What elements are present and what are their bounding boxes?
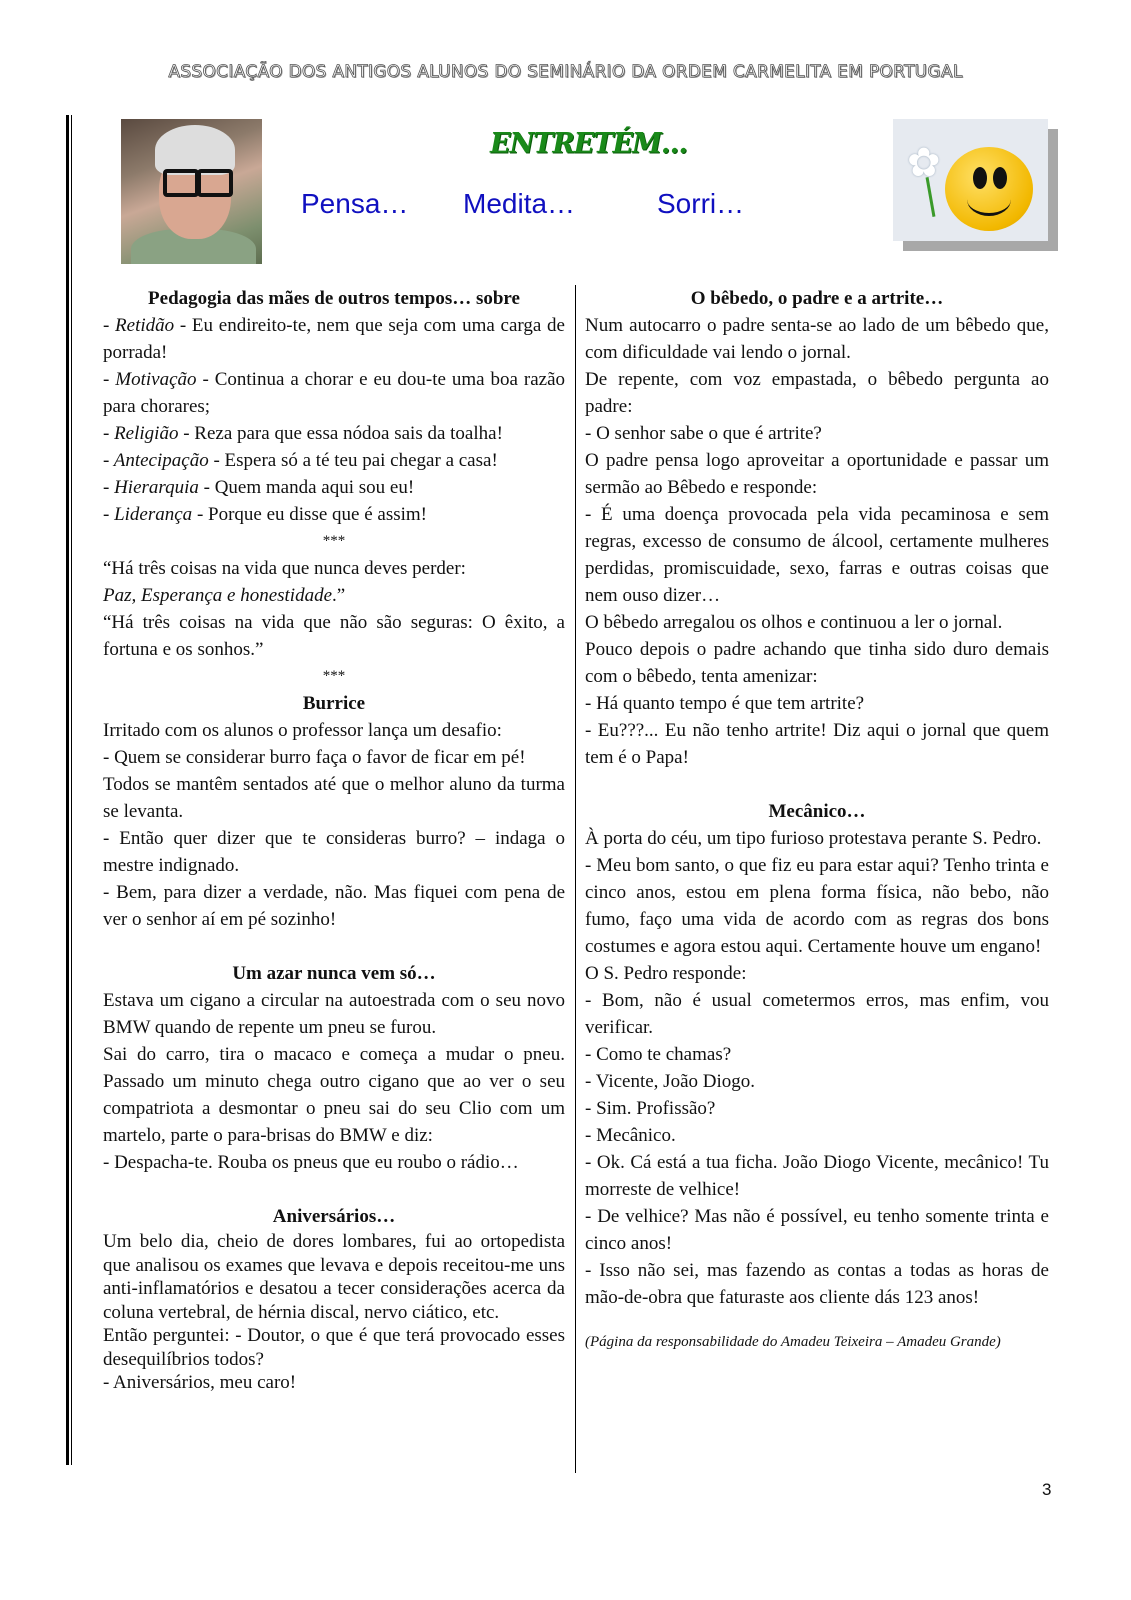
paragraph [585,852,1049,960]
page-credit: (Página da responsabilidade do Amadeu Teixeira – Amadeu Grande) [585,1334,1001,1350]
text: O padre pensa logo aproveitar a oportunidade e passar um sermão ao Bêbedo e responde: [585,450,1049,498]
text: - Ok. Cá está a tua ficha. João Diogo Vicente, mecânico! Tu morreste de velhice! [585,1152,1049,1200]
text: - O senhor sabe o que é artrite? [585,423,822,444]
text: - Espera só a té teu pai chegar a casa! [208,450,498,471]
text: - Eu???... Eu não tenho artrite! Diz aqui o jornal que quem tem é o Papa! [585,720,1049,768]
italic-term: - Hierarquia [103,477,199,498]
text: - Mecânico. [585,1125,676,1146]
paragraph [585,366,1049,420]
text: - Isso não sei, mas fazendo as contas a todas as horas de mão-de-obra que faturaste aos cliente dás 123 anos! [585,1260,1049,1308]
text: - Como te chamas? [585,1044,732,1065]
text: - Despacha-te. Rouba os pneus que eu roubo o rádio… [103,1152,519,1173]
paragraph [103,312,565,366]
author-photo [121,119,262,264]
paragraph [103,447,565,474]
text: “Há três coisas na vida que nunca deves perder: [103,558,466,579]
paragraph [585,717,1049,771]
paragraph [585,636,1049,690]
paragraph [103,987,565,1041]
paragraph [103,1324,565,1371]
column-divider [575,285,576,1473]
italic-term: - Religião [103,423,179,444]
text: - Eu endireito-te, nem que seja com uma carga de porrada! [103,315,565,363]
paragraph [585,1122,1049,1149]
paragraph [585,960,1049,987]
article-title: Um azar nunca vem só… [232,963,436,984]
spacer [103,1176,565,1203]
paragraph [103,744,565,771]
italic-term: - Retidão [103,315,175,336]
text: - É uma doença provocada pela vida pecaminosa e sem regras, excesso de consumo de álcool, certamente mulheres perdidas, promiscuidade, sexo, farras e outras coisas que nem ouso dizer… [585,504,1049,606]
paragraph [103,1230,565,1324]
article [103,960,565,1203]
paragraph [585,501,1049,609]
text: Pouco depois o padre achando que tinha sido duro demais com o bêbedo, tenta amenizar: [585,639,1049,687]
article-title: Burrice [302,693,366,714]
paragraph [103,825,565,879]
paragraph [103,1149,565,1176]
text: O S. Pedro responde: [585,963,747,984]
left-column [103,285,565,1395]
paragraph [103,501,565,528]
article-title: Mecânico… [768,801,866,822]
separator: *** [322,533,346,549]
paragraph [585,1149,1049,1203]
text: - Quem manda aqui sou eu! [198,477,415,498]
motto-think: Pensa… [301,188,409,219]
association-header: ASSOCIAÇÃO DOS ANTIGOS ALUNOS DO SEMINÁRIO DA ORDEM CARMELITA EM PORTUGAL [168,62,963,82]
article-title: O bêbedo, o padre e a artrite… [690,288,944,309]
smiley-icon [945,147,1033,231]
text: - Aniversários, meu caro! [103,1372,297,1393]
paragraph [585,312,1049,366]
spacer [585,771,1049,798]
daisy-icon: ✿ [907,140,941,185]
text: - Há quanto tempo é que tem artrite? [585,693,865,714]
text: - Reza para que essa nódoa sais da toalha! [178,423,503,444]
text: O bêbedo arregalou os olhos e continuou a ler o jornal. [585,612,1003,633]
page-number: 3 [1042,1480,1052,1499]
text: À porta do céu, um tipo furioso protestava perante S. Pedro. [585,828,1042,849]
right-column [585,285,1049,1353]
paragraph [103,717,565,744]
text: - Vicente, João Diogo. [585,1071,755,1092]
paragraph [103,1371,565,1395]
text: De repente, com voz empastada, o bêbedo pergunta ao padre: [585,369,1049,417]
text: Sai do carro, tira o macaco e começa a mudar o pneu. Passado um minuto chega outro cigano que ao ver o seu compatriota a desmontar o pneu sai do seu Clio com um martelo, parte o para-brisas do BMW e diz: [103,1044,565,1146]
italic-term: - Antecipação [103,450,209,471]
separator: *** [322,668,346,684]
italic-term: - Motivação [103,369,197,390]
paragraph [585,1203,1049,1257]
left-border-rule [66,115,69,1465]
paragraph [585,825,1049,852]
paragraph [103,1041,565,1149]
text: - Meu bom santo, o que fiz eu para estar aqui? Tenho trinta e cinco anos, estou em plena forma física, não bebo, não fumo, faço uma vida de acordo com as regras dos bons costumes e agora estou aqui. Certamente houve um engano! [585,855,1049,957]
paragraph [585,987,1049,1041]
article-title: Pedagogia das mães de outros tempos… sobre [148,288,520,309]
paragraph [103,771,565,825]
text: Então perguntei: - Doutor, o que é que terá provocado esses desequilíbrios todos? [103,1325,565,1370]
article [585,798,1049,1311]
paragraph [103,366,565,420]
paragraph [585,420,1049,447]
paragraph [585,690,1049,717]
article [103,285,565,555]
paragraph [103,555,565,582]
text: - Porque eu disse que é assim! [192,504,427,525]
paragraph [585,1041,1049,1068]
motto-meditate: Medita… [463,188,576,219]
text: - Bom, não é usual cometermos erros, mas enfim, vou verificar. [585,990,1049,1038]
article [103,555,565,690]
italic-term: - Liderança [103,504,193,525]
article [103,1203,565,1395]
italic-term: Paz, Esperança e honestidade [103,585,333,606]
motto-smile: Sorri… [657,188,745,219]
paragraph [103,609,565,663]
text: Um belo dia, cheio de dores lombares, fui ao ortopedista que analisou os exames que levava e depois receitou-me uns anti-inflamatórios e desatou a tecer considerações acerca da coluna vertebral, de hérnia discal, nervo ciático, etc. [103,1231,565,1323]
smiley-image [893,119,1048,241]
paragraph [103,474,565,501]
paragraph [103,420,565,447]
article [585,285,1049,798]
paragraph [585,609,1049,636]
paragraph [585,447,1049,501]
left-border-rule-thin [71,115,72,1465]
paragraph [585,1068,1049,1095]
article-title: Aniversários… [272,1206,396,1227]
article [103,690,565,960]
paragraph [585,1257,1049,1311]
text: - Continua a chorar e eu dou-te uma boa razão para chorares; [103,369,565,417]
text: Irritado com os alunos o professor lança um desafio: [103,720,502,741]
section-title: ENTRETÉM… [490,127,687,160]
text: Estava um cigano a circular na autoestrada com o seu novo BMW quando de repente um pneu se furou. [103,990,565,1038]
text: .” [332,585,346,606]
text: “Há três coisas na vida que não são seguras: O êxito, a fortuna e os sonhos.” [103,612,565,660]
text: Num autocarro o padre senta-se ao lado de um bêbedo que, com dificuldade vai lendo o jornal. [585,315,1049,363]
spacer [103,933,565,960]
text: Todos se mantêm sentados até que o melhor aluno da turma se levanta. [103,774,565,822]
paragraph [103,582,565,609]
text: - Então quer dizer que te consideras burro? – indaga o mestre indignado. [103,828,565,876]
paragraph [103,879,565,933]
text: - De velhice? Mas não é possível, eu tenho somente trinta e cinco anos! [585,1206,1049,1254]
text: - Quem se considerar burro faça o favor de ficar em pé! [103,747,526,768]
text: - Sim. Profissão? [585,1098,716,1119]
paragraph [585,1095,1049,1122]
text: - Bem, para dizer a verdade, não. Mas fiquei com pena de ver o senhor aí em pé sozinho! [103,882,565,930]
